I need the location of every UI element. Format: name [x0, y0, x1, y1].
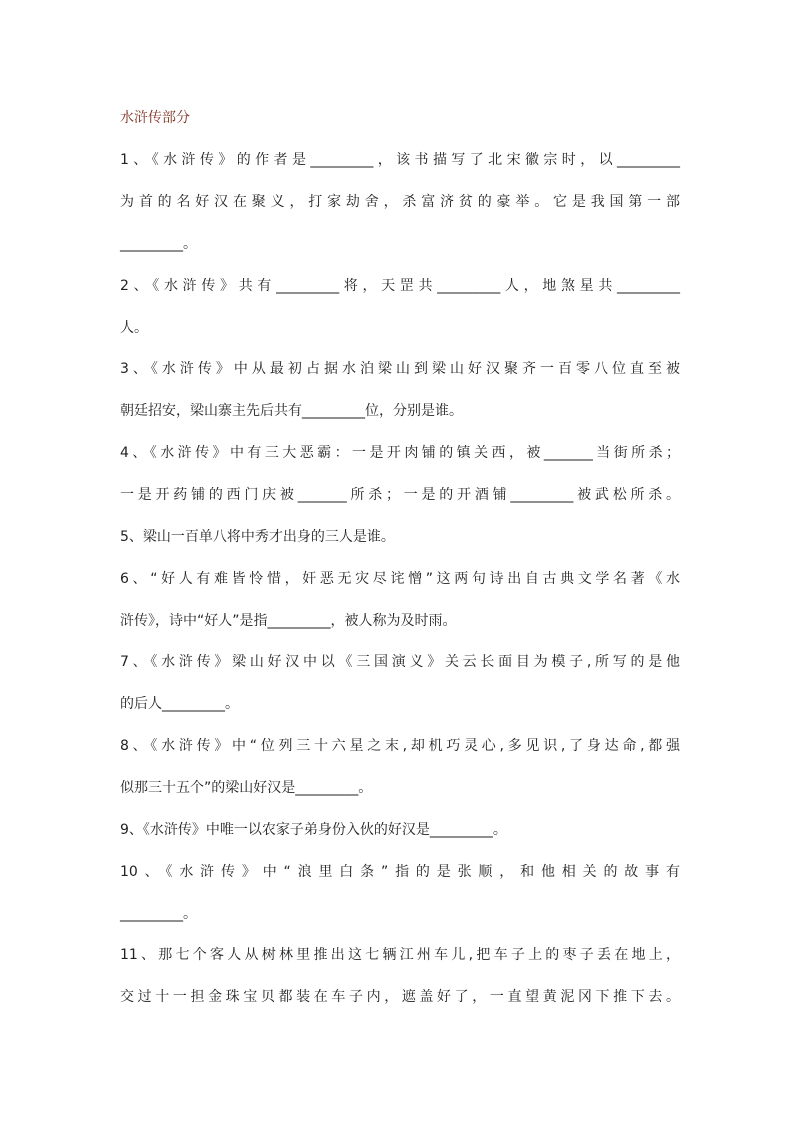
- text-line-q10-a: 10、《水浒传》中“浪里白条”指的是张顺，和他相关的故事有: [120, 864, 680, 880]
- text-line-q1-a: 1、《水浒传》的作者是_________，该书描写了北宋徽宗时，以_________: [120, 152, 680, 168]
- text-line-q3-b: 朝廷招安，梁山寨主先后共有_________位，分别是谁。: [120, 403, 463, 419]
- text-line-q9: 9、《水浒传》中唯一以农家子弟身份入伙的好汉是_________。: [120, 822, 507, 838]
- text-line-q1-b: 为首的名好汉在聚义，打家劫舍，杀富济贫的豪举。它是我国第一部: [120, 194, 680, 210]
- text-line-q2-a: 2、《水浒传》共有_________将，天罡共_________人，地煞星共_________: [120, 278, 680, 294]
- text-line-q8-a: 8、《水浒传》中“位列三十六星之末,却机巧灵心,多见识,了身达命,都强: [120, 738, 680, 754]
- text-line-q5: 5、梁山一百单八将中秀才出身的三人是谁。: [120, 529, 395, 545]
- text-line-q3-a: 3、《水浒传》中从最初占据水泊梁山到梁山好汉聚齐一百零八位直至被: [120, 361, 680, 377]
- text-line-q7-b: 的后人_________。: [120, 696, 239, 712]
- text-line-q6-a: 6、“好人有难皆怜惜，奸恶无灾尽诧憎”这两句诗出自古典文学名著《水: [120, 571, 680, 587]
- text-line-q1-c: _________。: [120, 236, 197, 252]
- text-line-q2-b: 人。: [120, 320, 148, 336]
- text-line-q11-b: 交过十一担金珠宝贝都装在车子内，遮盖好了，一直望黄泥冈下推下去。: [120, 989, 680, 1005]
- text-line-q7-a: 7、《水浒传》梁山好汉中以《三国演义》关云长面目为模子,所写的是他: [120, 654, 680, 670]
- text-line-q4-b: 一是开药铺的西门庆被_______所杀；一是的开酒铺_________被武松所杀。: [120, 487, 680, 503]
- text-line-q10-b: _________。: [120, 906, 197, 922]
- section-heading: 水浒传部分: [120, 110, 190, 126]
- text-line-q4-a: 4、《水浒传》中有三大恶霸：一是开肉铺的镇关西，被_______当街所杀；: [120, 445, 680, 461]
- text-line-q11-a: 11、那七个客人从树林里推出这七辆江州车儿,把车子上的枣子丢在地上，: [120, 947, 680, 963]
- text-line-q8-b: 似那三十五个”的梁山好汉是_________。: [120, 780, 373, 796]
- text-line-q6-b: 浒传》，诗中“好人”是指_________，被人称为及时雨。: [120, 613, 457, 629]
